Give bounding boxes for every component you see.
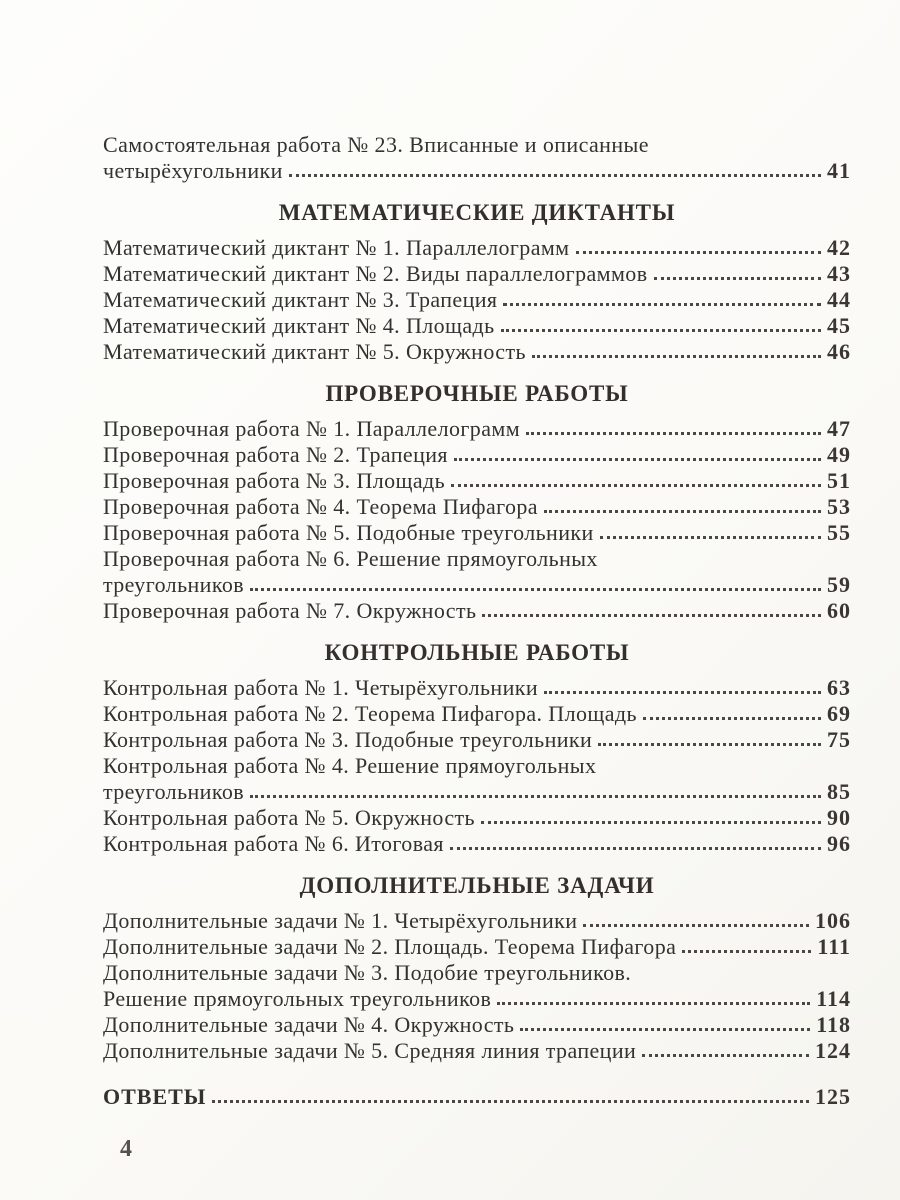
toc-entry-page: 55 [827, 520, 851, 545]
toc-entry-text: Математический диктант № 2. Виды параллелограммов [103, 261, 648, 286]
toc-row [103, 132, 851, 158]
dot-leader [212, 1100, 809, 1103]
toc-entry-page: 47 [827, 416, 851, 441]
dot-leader [482, 614, 821, 617]
toc-entry-text: Проверочная работа № 6. Решение прямоугольных [103, 546, 598, 571]
toc-entry-page: 49 [827, 442, 851, 467]
toc-row [103, 158, 851, 184]
toc-row [103, 339, 851, 365]
dot-leader [250, 795, 821, 798]
toc-section [103, 381, 851, 624]
toc-entry-page: 60 [827, 598, 851, 623]
dot-leader [642, 1054, 809, 1057]
toc-row [103, 805, 851, 831]
toc-entry-text: Дополнительные задачи № 1. Четырёхугольники [103, 908, 578, 933]
toc-entry-page: 53 [827, 494, 851, 519]
toc-entry-page: 46 [827, 339, 851, 364]
dot-leader [544, 510, 821, 513]
dot-leader [501, 329, 821, 332]
dot-leader [520, 1028, 810, 1031]
section-rows [103, 675, 851, 857]
section-heading: ПРОВЕРОЧНЫЕ РАБОТЫ [325, 381, 629, 406]
toc-entry-text: Контрольная работа № 1. Четырёхугольники [103, 675, 539, 700]
dot-leader [503, 303, 821, 306]
toc-entry-page: 85 [827, 779, 851, 804]
toc-entry-page: 124 [815, 1038, 851, 1063]
toc-row [103, 442, 851, 468]
toc-row [103, 986, 851, 1012]
toc-entry-page: 114 [816, 986, 851, 1011]
toc-entry-page: 63 [827, 675, 851, 700]
dot-leader [250, 588, 821, 591]
toc-row [103, 1012, 851, 1038]
table-of-contents [103, 132, 851, 1110]
toc-row [103, 261, 851, 287]
toc-entry-text: Проверочная работа № 4. Теорема Пифагора [103, 494, 538, 519]
dot-leader [643, 717, 821, 720]
toc-entry-text: Дополнительные задачи № 2. Площадь. Теорема Пифагора [103, 934, 677, 959]
toc-row [103, 1038, 851, 1064]
toc-row [103, 598, 851, 624]
section-heading: МАТЕМАТИЧЕСКИЕ ДИКТАНТЫ [278, 200, 676, 225]
section-rows [103, 132, 851, 184]
toc-entry-text: Математический диктант № 3. Трапеция [103, 287, 498, 312]
toc-row [103, 1084, 851, 1110]
toc-entry-text: Самостоятельная работа № 23. Вписанные и описанные [103, 132, 649, 157]
section-heading: ДОПОЛНИТЕЛЬНЫЕ ЗАДАЧИ [299, 873, 655, 898]
toc-entry-text: Дополнительные задачи № 4. Окружность [103, 1012, 515, 1037]
toc-row [103, 779, 851, 805]
toc-row [103, 235, 851, 261]
toc-entry-page: 69 [827, 701, 851, 726]
toc-entry-page: 106 [815, 908, 851, 933]
toc-entry-text: Проверочная работа № 1. Параллелограмм [103, 416, 521, 441]
toc-entry-page: 96 [827, 831, 851, 856]
toc-entry-page: 125 [815, 1084, 851, 1109]
toc-row [103, 287, 851, 313]
toc-entry-page: 75 [827, 727, 851, 752]
toc-entry-text: Математический диктант № 4. Площадь [103, 313, 495, 338]
toc-row [103, 831, 851, 857]
toc-entry-text: Дополнительные задачи № 3. Подобие треугольников. [103, 960, 632, 985]
dot-leader [598, 743, 821, 746]
toc-entry-text: Проверочная работа № 3. Площадь [103, 468, 446, 493]
toc-entry-text: Проверочная работа № 5. Подобные треугольники [103, 520, 594, 545]
toc-entry-text: Проверочная работа № 7. Окружность [103, 598, 477, 623]
toc-entry-text: Контрольная работа № 4. Решение прямоугольных [103, 753, 597, 778]
section-rows [103, 908, 851, 1064]
toc-entry-text: Дополнительные задачи № 5. Средняя линия трапеции [103, 1038, 637, 1063]
toc-row [103, 494, 851, 520]
toc-entry-text: Контрольная работа № 5. Окружность [103, 805, 475, 830]
toc-entry-text: треугольников [103, 572, 245, 597]
dot-leader [289, 174, 821, 177]
toc-section [103, 1084, 851, 1110]
toc-row [103, 546, 851, 572]
dot-leader [544, 691, 821, 694]
dot-leader [451, 484, 821, 487]
toc-row [103, 416, 851, 442]
toc-row [103, 727, 851, 753]
dot-leader [532, 355, 821, 358]
toc-entry-text: Контрольная работа № 2. Теорема Пифагора. Площадь [103, 701, 637, 726]
toc-entry-page: 118 [816, 1012, 851, 1037]
toc-entry-text: Контрольная работа № 6. Итоговая [103, 831, 444, 856]
toc-entry-text: Математический диктант № 1. Параллелограмм [103, 235, 570, 260]
toc-row [103, 675, 851, 701]
toc-section [103, 132, 851, 184]
toc-row [103, 753, 851, 779]
toc-entry-text: четырёхугольники [103, 158, 283, 183]
toc-row [103, 468, 851, 494]
dot-leader [682, 950, 811, 953]
section-rows [103, 416, 851, 624]
section-rows [103, 1084, 851, 1110]
page-number: 4 [120, 1136, 132, 1162]
toc-entry-page: 111 [817, 934, 851, 959]
toc-section [103, 640, 851, 857]
toc-entry-text: Проверочная работа № 2. Трапеция [103, 442, 448, 467]
toc-entry-text: Математический диктант № 5. Окружность [103, 339, 526, 364]
toc-row [103, 701, 851, 727]
toc-entry-text: Решение прямоугольных треугольников [103, 986, 492, 1011]
dot-leader [454, 458, 821, 461]
toc-section [103, 200, 851, 365]
dot-leader [497, 1002, 810, 1005]
toc-row [103, 908, 851, 934]
dot-leader [481, 821, 821, 824]
toc-row [103, 960, 851, 986]
dot-leader [576, 251, 822, 254]
toc-entry-text: Контрольная работа № 3. Подобные треугольники [103, 727, 593, 752]
dot-leader [583, 924, 809, 927]
section-heading: КОНТРОЛЬНЫЕ РАБОТЫ [324, 640, 630, 665]
toc-entry-page: 59 [827, 572, 851, 597]
toc-row [103, 934, 851, 960]
dot-leader [600, 536, 821, 539]
toc-entry-text: треугольников [103, 779, 245, 804]
toc-entry-page: 41 [827, 158, 851, 183]
toc-entry-text: ОТВЕТЫ [103, 1084, 207, 1109]
toc-row [103, 520, 851, 546]
toc-entry-page: 44 [827, 287, 851, 312]
toc-entry-page: 51 [827, 468, 851, 493]
toc-entry-page: 90 [827, 805, 851, 830]
toc-row [103, 313, 851, 339]
dot-leader [450, 847, 821, 850]
dot-leader [654, 277, 822, 280]
toc-entry-page: 42 [827, 235, 851, 260]
toc-entry-page: 45 [827, 313, 851, 338]
toc-row [103, 572, 851, 598]
dot-leader [526, 432, 821, 435]
section-rows [103, 235, 851, 365]
toc-section [103, 873, 851, 1064]
toc-entry-page: 43 [827, 261, 851, 286]
